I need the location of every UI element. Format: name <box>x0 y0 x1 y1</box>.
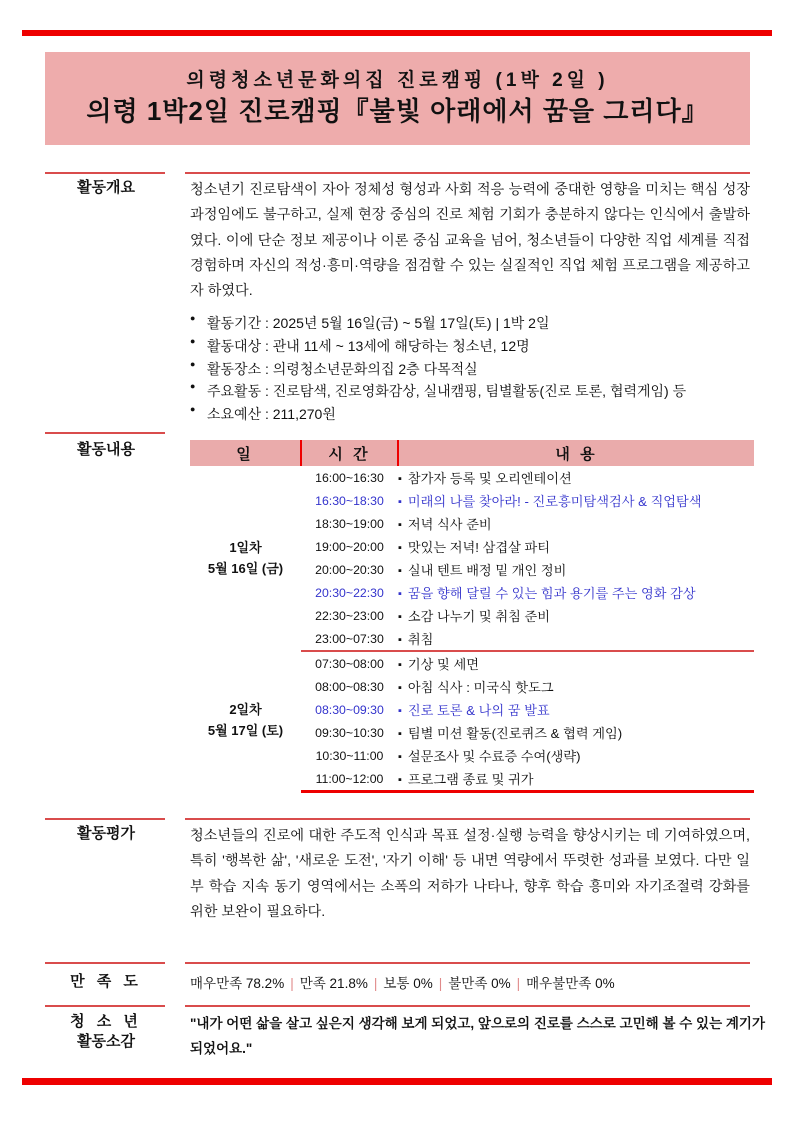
day-label-line1: 2일차 <box>229 702 262 718</box>
list-item: ● 소요예산 : 211,270원 <box>190 403 750 426</box>
overview-divider-right <box>185 172 750 174</box>
description-cell: ▪ 참가자 등록 및 오리엔테이션 <box>398 466 754 489</box>
time-cell: 20:00~20:30 <box>315 562 384 577</box>
testimonial-divider-right <box>185 1005 750 1007</box>
day-label-line1: 1일차 <box>229 539 262 555</box>
time-cell: 22:30~23:00 <box>315 608 384 623</box>
description-cell: ▪ 기상 및 세면 <box>398 651 754 675</box>
satisfaction-separator: | <box>373 976 378 991</box>
testimonial-quote: "내가 어떤 삶을 살고 싶은지 생각해 보게 되었고, 앞으로의 진로를 스스로 고민해 볼 수 있는 계기가 되었어요." <box>190 1016 766 1056</box>
time-cell: 18:30~19:00 <box>315 516 384 531</box>
list-item: ● 활동장소 : 의령청소년문화의집 2층 다목적실 <box>190 358 750 381</box>
list-item: ● 활동기간 : 2025년 5월 16일(금) ~ 5월 17일(토) | 1박 2일 <box>190 312 750 335</box>
description-cell: ▪ 설문조사 및 수료증 수여(생략) <box>398 744 754 767</box>
satisfaction-item-satisfied: 만족 21.8% <box>299 976 368 991</box>
day-label-line2: 5월 17일 (토) <box>207 723 284 739</box>
testimonial-label-line1: 청 소 년 <box>70 1013 142 1030</box>
table-row <box>190 466 754 489</box>
list-item: ● 활동대상 : 관내 11세 ~ 13세에 해당하는 청소년, 12명 <box>190 335 750 358</box>
satisfaction-divider-right <box>185 962 750 964</box>
day-label-line2: 5월 16일 (금) <box>207 560 284 576</box>
description-cell: ▪ 아침 식사 : 미국식 핫도그 <box>398 675 754 698</box>
time-cell: 08:30~09:30 <box>315 702 384 717</box>
day-label-cell <box>190 651 301 792</box>
section-content-label: 활동내용 <box>77 441 135 458</box>
time-cell: 07:30~08:00 <box>315 656 384 671</box>
section-overview-body <box>190 178 750 426</box>
satisfaction-breakdown <box>190 972 790 992</box>
time-cell: 20:30~22:30 <box>315 585 384 600</box>
list-item: ● 주요활동 : 진로탐색, 진로영화감상, 실내캠핑, 팀별활동(진로 토론, 협력게임) 등 <box>190 380 750 403</box>
time-cell: 10:30~11:00 <box>315 748 384 763</box>
description-cell: ▪ 진로 토론 & 나의 꿈 발표 <box>398 698 754 721</box>
description-cell: ▪ 팀별 미션 활동(진로퀴즈 & 협력 게임) <box>398 721 754 744</box>
satisfaction-separator: | <box>290 976 294 991</box>
description-cell: ▪ 미래의 나를 찾아라! - 진로흥미탐색검사 & 직업탐색 <box>398 489 754 512</box>
evaluation-divider-right <box>185 818 750 820</box>
overview-divider-left <box>45 172 165 174</box>
time-cell: 11:00~12:00 <box>301 767 398 792</box>
time-cell: 09:30~10:30 <box>315 725 384 740</box>
time-cell: 08:00~08:30 <box>315 679 384 694</box>
description-cell: ▪ 프로그램 종료 및 귀가 <box>398 767 754 792</box>
section-evaluation-body <box>190 824 750 925</box>
section-testimonial-body <box>190 1012 770 1062</box>
time-cell: 16:30~18:30 <box>315 493 384 508</box>
satisfaction-separator: | <box>438 976 443 991</box>
time-cell: 23:00~07:30 <box>301 627 398 651</box>
satisfaction-item-very-dissatisfied: 매우불만족 0% <box>526 976 615 991</box>
description-cell: ▪ 실내 텐트 배정 밑 개인 정비 <box>398 558 754 581</box>
satisfaction-item-very-satisfied: 매우만족 78.2% <box>190 976 285 991</box>
table-header-row <box>190 440 754 466</box>
table-row <box>190 651 754 675</box>
section-overview-label: 활동개요 <box>77 179 135 196</box>
section-testimonial-label <box>45 1012 167 1053</box>
testimonial-divider-left <box>45 1005 165 1007</box>
bottom-rule <box>22 1078 772 1085</box>
section-satisfaction-label: 만 족 도 <box>70 973 142 990</box>
description-cell: ▪ 취침 <box>398 627 754 651</box>
overview-paragraph: 청소년기 진로탐색이 자아 정체성 형성과 사회 적응 능력에 중대한 영향을 미치는 핵심 성장 과정임에도 불구하고, 실제 현장 중심의 진로 체험 기회가 충분하지 않다는 인식에서 출발하였다. 이에 단순 정보 제공이나 이론 중심 교육을 넘어, 청소년들이 다양한 직업 세계를 직접 경험하며 자신의 적성·흥미·역량을 점검할 수 있는 실질적인 직업 체험 프로그램을 제공하고자 하였다. <box>190 182 750 300</box>
satisfaction-divider-left <box>45 962 165 964</box>
description-cell: ▪ 꿈을 향해 달릴 수 있는 힘과 용기를 주는 영화 감상 <box>398 581 754 604</box>
banner-subtitle: 의령청소년문화의집 진로캠핑 (1박 2일 ) <box>186 69 609 91</box>
description-cell: ▪ 소감 나누기 및 취침 준비 <box>398 604 754 627</box>
description-cell: ▪ 저녁 식사 준비 <box>398 512 754 535</box>
section-evaluation-label: 활동평가 <box>77 825 135 842</box>
satisfaction-item-neutral: 보통 0% <box>383 976 433 991</box>
satisfaction-item-dissatisfied: 불만족 0% <box>448 976 511 991</box>
evaluation-paragraph: 청소년들의 진로에 대한 주도적 인식과 목표 설정·실행 능력을 향상시키는 데 기여하였으며, 특히 '행복한 삶', '새로운 도전', '자기 이해' 등 내면 역량에서 뚜렷한 성과를 보였다. 다만 일부 학습 지속 동기 영역에서는 소폭의 저하가 나타나, 향후 학습 흥미와 자기조절력 강화를 위한 보완이 필요하다. <box>190 828 750 920</box>
banner-title: 의령 1박2일 진로캠핑『불빛 아래에서 꿈을 그리다』 <box>86 96 709 127</box>
column-header-time: 시 간 <box>301 440 398 466</box>
evaluation-divider-left <box>45 818 165 820</box>
time-cell: 16:00~16:30 <box>315 470 384 485</box>
satisfaction-separator: | <box>516 976 521 991</box>
section-content-body <box>190 440 750 793</box>
overview-bullet-list <box>190 312 750 425</box>
time-cell: 19:00~20:00 <box>315 539 384 554</box>
schedule-table <box>190 440 754 793</box>
column-header-day: 일 <box>190 440 301 466</box>
column-header-description: 내 용 <box>398 440 754 466</box>
day-label-cell <box>190 466 301 651</box>
section-satisfaction-body <box>190 972 790 992</box>
content-divider-left <box>45 432 165 434</box>
title-banner <box>45 52 750 145</box>
testimonial-label-line2: 활동소감 <box>77 1033 135 1051</box>
top-rule <box>22 30 772 36</box>
description-cell: ▪ 맛있는 저녁! 삼겹살 파티 <box>398 535 754 558</box>
